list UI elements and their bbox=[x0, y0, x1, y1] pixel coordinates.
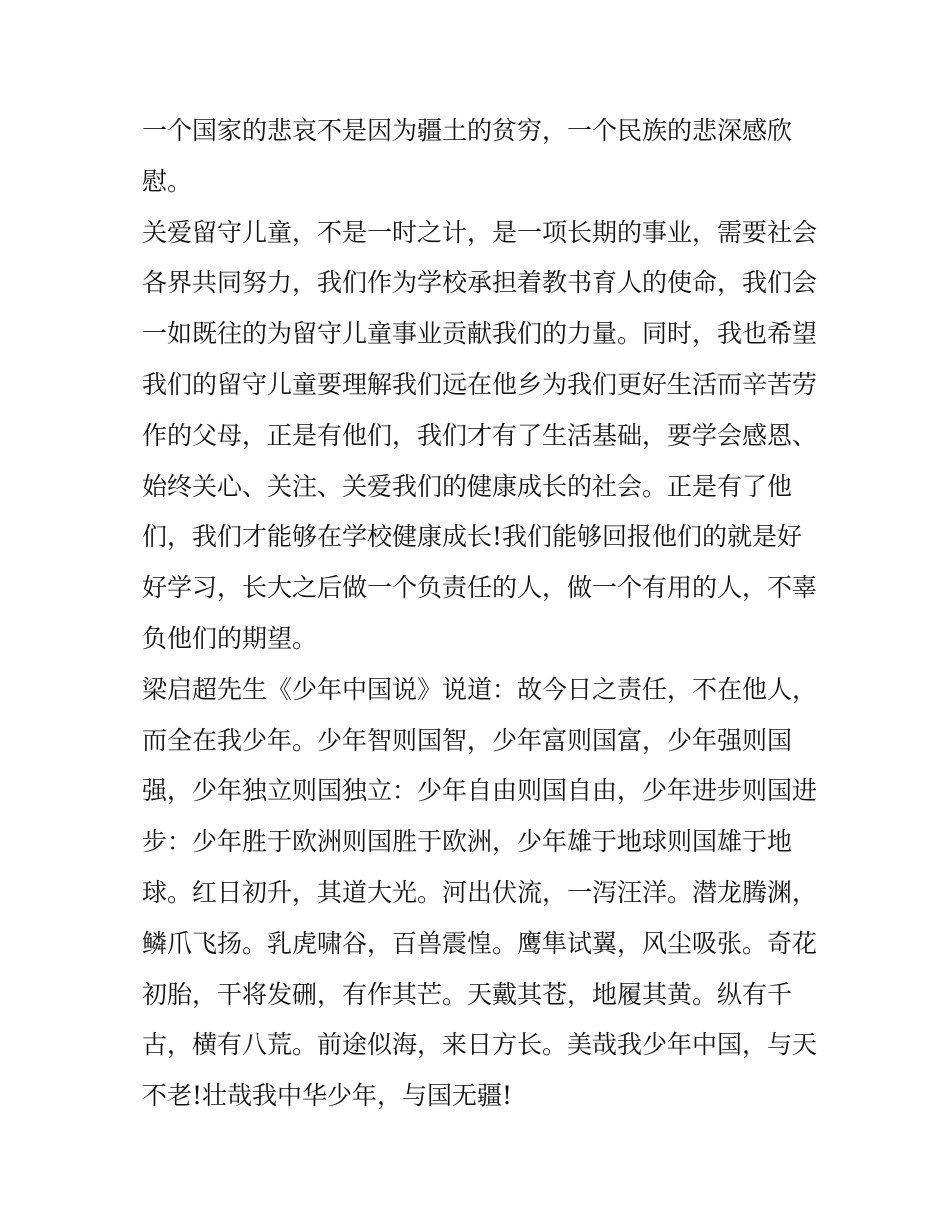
text-line: 一个国家的悲哀不是因为疆土的贫穷，一个民族的悲深感欣 bbox=[142, 116, 793, 145]
text-line: 初胎，干将发硎，有作其芒。天戴其苍，地履其黄。纵有千 bbox=[142, 979, 793, 1009]
text-line: 步：少年胜于欧洲则国胜于欧洲，少年雄于地球则国雄于地 bbox=[142, 827, 793, 857]
text-line: 鳞爪飞扬。乳虎啸谷，百兽震惶。鹰隼试翼，风尘吸张。奇花 bbox=[142, 928, 818, 958]
text-line: 球。红日初升，其道大光。河出伏流，一泻汪洋。潜龙腾渊， bbox=[142, 877, 818, 907]
text-line: 一如既往的为留守儿童事业贡献我们的力量。同时，我也希望 bbox=[142, 319, 818, 349]
text-line: 不老!壮哉我中华少年，与国无疆! bbox=[142, 1081, 513, 1111]
text-line: 强，少年独立则国独立：少年自由则国自由，少年进步则国进 bbox=[142, 776, 818, 806]
text-line: 负他们的期望。 bbox=[142, 623, 318, 653]
text-line: 关爱留守儿童，不是一时之计，是一项长期的事业，需要社会 bbox=[142, 217, 818, 247]
text-line: 我们的留守儿童要理解我们远在他乡为我们更好生活而辛苦劳 bbox=[142, 369, 818, 399]
text-line: 始终关心、关注、关爱我们的健康成长的社会。正是有了他 bbox=[142, 471, 793, 501]
text-line: 们，我们才能够在学校健康成长!我们能够回报他们的就是好 bbox=[142, 522, 803, 552]
text-line: 梁启超先生《少年中国说》说道：故今日之责任，不在他人， bbox=[142, 674, 818, 704]
text-line: 各界共同努力，我们作为学校承担着教书育人的使命，我们会 bbox=[142, 268, 818, 298]
document-body bbox=[142, 106, 822, 1122]
text-line: 慰。 bbox=[142, 166, 193, 196]
text-line: 古，横有八荒。前途似海，来日方长。美哉我少年中国，与天 bbox=[142, 1030, 818, 1060]
text-line: 而全在我少年。少年智则国智，少年富则国富，少年强则国 bbox=[142, 725, 793, 755]
text-line: 作的父母，正是有他们，我们才有了生活基础，要学会感恩、 bbox=[142, 420, 818, 450]
text-line: 好学习，长大之后做一个负责任的人，做一个有用的人，不辜 bbox=[142, 573, 818, 603]
